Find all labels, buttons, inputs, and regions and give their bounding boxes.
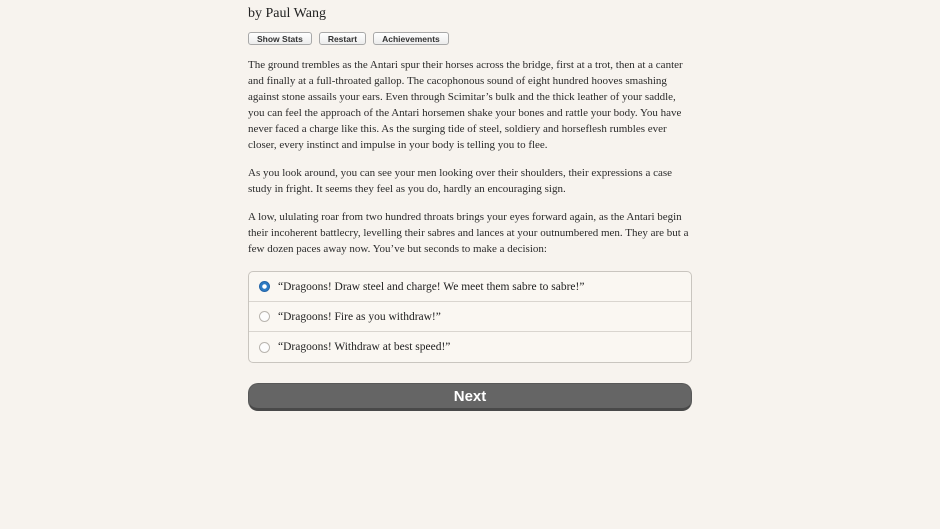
game-content <box>248 0 692 411</box>
story-paragraph-2: As you look around, you can see your men looking over their shoulders, their expressions a case study in fright. It seems they feel as you do, hardly an encouraging sign. <box>248 167 673 195</box>
author-byline: by Paul Wang <box>248 6 326 21</box>
achievements-button[interactable]: Achievements <box>373 32 449 45</box>
restart-button[interactable]: Restart <box>319 32 366 45</box>
radio-icon[interactable] <box>259 281 270 292</box>
toolbar <box>248 32 692 45</box>
story-paragraph-1: The ground trembles as the Antari spur their horses across the bridge, first at a trot, then at a canter and finally at a full-throated gallop. The cacophonous sound of eight hundred hooves smashing against stone assails your ears. Even through Scimitar’s bulk and the thick leather of your saddle, you can feel the approach of the Antari horsemen shake your bones and rattle your body. You have never faced a charge like this. As the surging tide of steel, soldiery and horseflesh rumbles ever closer, every instinct and impulse in your body is telling you to flee. <box>248 59 683 151</box>
choice-label: “Dragoons! Withdraw at best speed!” <box>278 341 451 353</box>
choice-option-charge[interactable] <box>249 272 691 302</box>
show-stats-button[interactable]: Show Stats <box>248 32 312 45</box>
radio-icon[interactable] <box>259 311 270 322</box>
choice-list <box>248 271 692 363</box>
story-paragraph-3: A low, ululating roar from two hundred throats brings your eyes forward again, as the Antari begin their incoherent battlecry, levelling their sabres and lances at your outnumbered men. They are but a few dozen paces away now. You’ve but seconds to make a decision: <box>248 211 689 255</box>
choice-option-withdraw-speed[interactable] <box>249 332 691 362</box>
next-button[interactable]: Next <box>248 383 692 411</box>
choice-label: “Dragoons! Draw steel and charge! We meet them sabre to sabre!” <box>278 280 585 293</box>
radio-icon[interactable] <box>259 342 270 353</box>
choice-option-fire-withdraw[interactable] <box>249 302 691 332</box>
choice-label: “Dragoons! Fire as you withdraw!” <box>278 310 441 323</box>
